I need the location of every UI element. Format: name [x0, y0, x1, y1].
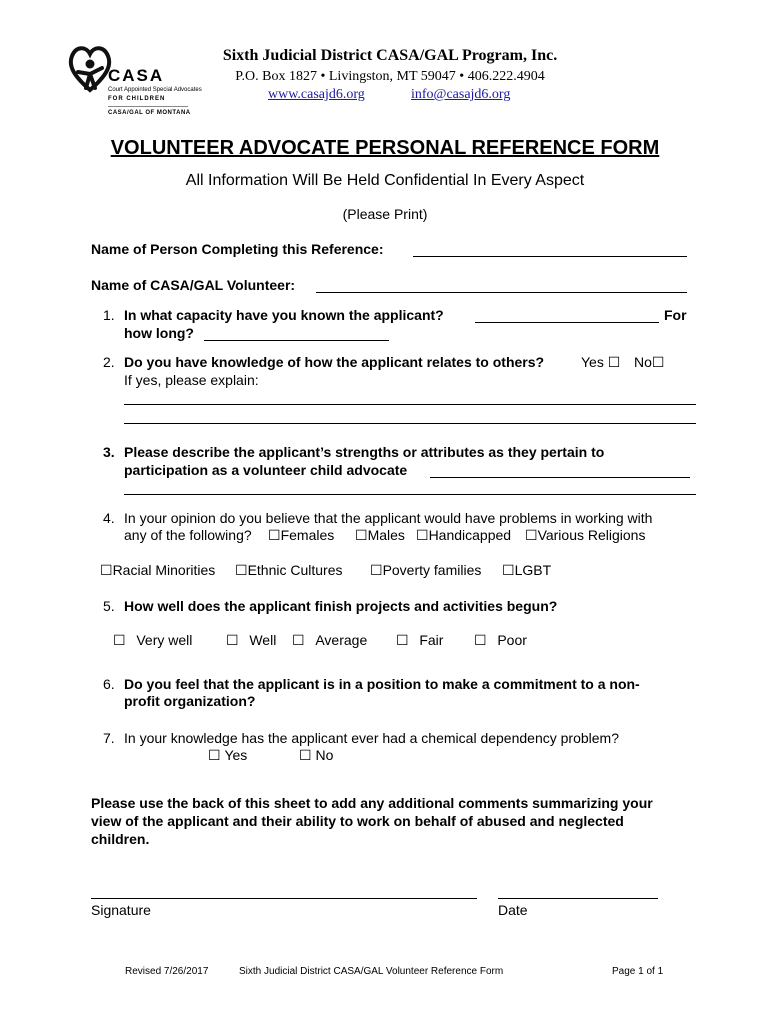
- option-label: Average: [315, 632, 368, 648]
- q2-no-option[interactable]: [634, 354, 664, 371]
- q6-text-line2: profit organization?: [124, 693, 256, 709]
- org-address: P.O. Box 1827 • Livingston, MT 59047 • 406.222.4904: [235, 69, 545, 84]
- q2-yes-label: Yes: [581, 354, 604, 370]
- option-label: Various Religions: [537, 527, 646, 543]
- q5-option-fair[interactable]: [396, 632, 443, 649]
- date-field[interactable]: [498, 898, 658, 899]
- q1-capacity-field[interactable]: [475, 322, 659, 323]
- logo-org: CASA/GAL OF MONTANA: [108, 110, 191, 116]
- q7-yes-option[interactable]: [208, 747, 247, 764]
- checkbox[interactable]: ☐: [268, 527, 281, 543]
- q4-option-lgbt[interactable]: [502, 562, 551, 579]
- person-completing-field[interactable]: [413, 256, 687, 257]
- checkbox[interactable]: ☐: [474, 632, 487, 648]
- q5-number: 5.: [103, 598, 115, 614]
- q4-option-ethnic-cultures[interactable]: [235, 562, 343, 579]
- q7-number: 7.: [103, 730, 115, 746]
- q6-text-line1: Do you feel that the applicant is in a position to make a commitment to a non-: [124, 676, 640, 692]
- logo-casa-text: CASA: [108, 66, 165, 85]
- q2-number: 2.: [103, 354, 115, 370]
- volunteer-name-field[interactable]: [316, 292, 687, 293]
- checkbox[interactable]: ☐: [355, 527, 368, 543]
- q3-text-line2: participation as a volunteer child advocate: [124, 462, 408, 478]
- checkbox[interactable]: ☐: [226, 632, 239, 648]
- website-link[interactable]: www.casajd6.org: [268, 87, 365, 102]
- q4-option-handicapped[interactable]: [416, 527, 511, 544]
- q3-number: 3.: [103, 444, 115, 460]
- casa-logo: [68, 44, 218, 124]
- q5-option-well[interactable]: [226, 632, 276, 649]
- logo-for-children: FOR CHILDREN: [108, 96, 166, 102]
- date-label: Date: [498, 902, 528, 918]
- q4-option-females[interactable]: [268, 527, 334, 544]
- checkbox[interactable]: ☐: [416, 527, 429, 543]
- volunteer-name-label: Name of CASA/GAL Volunteer:: [91, 277, 296, 293]
- q2-text: Do you have knowledge of how the applicant relates to others?: [124, 354, 545, 370]
- q4-option-males[interactable]: [355, 527, 405, 544]
- q4-option-poverty-families[interactable]: [370, 562, 481, 579]
- option-label: Poor: [497, 632, 527, 648]
- logo-divider: [108, 106, 188, 107]
- q1-for-label: For: [664, 307, 687, 323]
- q5-text: How well does the applicant finish projects and activities begun?: [124, 598, 558, 614]
- q2-yes-checkbox[interactable]: ☐: [607, 354, 621, 370]
- q2-no-label: No: [634, 354, 652, 370]
- option-label: Fair: [419, 632, 444, 648]
- checkbox[interactable]: ☐: [370, 562, 383, 578]
- q5-option-poor[interactable]: [474, 632, 527, 649]
- q2-no-checkbox[interactable]: ☐: [651, 354, 665, 370]
- checkbox[interactable]: ☐: [235, 562, 248, 578]
- please-print: (Please Print): [342, 206, 428, 222]
- q4-option-various-religions[interactable]: [525, 527, 645, 544]
- checkbox[interactable]: ☐: [292, 632, 305, 648]
- option-label: No: [315, 747, 334, 763]
- option-label: Females: [280, 527, 335, 543]
- q3-answer-line-2[interactable]: [124, 494, 696, 495]
- person-completing-label: Name of Person Completing this Reference:: [91, 241, 384, 257]
- q7-no-option[interactable]: [299, 747, 333, 764]
- q2-explain-line-1[interactable]: [124, 404, 696, 405]
- q3-text-line1: Please describe the applicant’s strengths or attributes as they pertain to: [124, 444, 605, 460]
- checkbox[interactable]: ☐: [396, 632, 409, 648]
- q2-yes-option[interactable]: [581, 354, 620, 371]
- q3-answer-line-1[interactable]: [430, 477, 690, 478]
- option-label: Males: [367, 527, 405, 543]
- option-label: LGBT: [514, 562, 552, 578]
- closing-text-line1: Please use the back of this sheet to add any additional comments summarizing your: [91, 795, 653, 811]
- checkbox[interactable]: ☐: [502, 562, 515, 578]
- checkbox[interactable]: ☐: [208, 747, 221, 763]
- q1-number: 1.: [103, 307, 115, 323]
- footer-revised: Revised 7/26/2017: [125, 966, 209, 977]
- option-label: Poverty families: [382, 562, 482, 578]
- closing-text-line2: view of the applicant and their ability to work on behalf of abused and neglected: [91, 813, 624, 829]
- closing-text-line3: children.: [91, 831, 150, 847]
- signature-field[interactable]: [91, 898, 477, 899]
- q4-option-racial-minorities[interactable]: [100, 562, 215, 579]
- form-subtitle: All Information Will Be Held Confidential In Every Aspect: [185, 172, 585, 189]
- checkbox[interactable]: ☐: [100, 562, 113, 578]
- q7-text: In your knowledge has the applicant ever had a chemical dependency problem?: [124, 730, 619, 746]
- signature-label: Signature: [91, 902, 151, 918]
- option-label: Very well: [136, 632, 193, 648]
- email-link[interactable]: info@casajd6.org: [411, 87, 511, 102]
- footer-page-number: Page 1 of 1: [612, 966, 664, 977]
- heart-child-icon: [68, 44, 112, 94]
- q2-explain-line-2[interactable]: [124, 423, 696, 424]
- q4-text-line2: any of the following?: [124, 527, 252, 543]
- form-title: VOLUNTEER ADVOCATE PERSONAL REFERENCE FORM: [110, 137, 660, 159]
- q4-number: 4.: [103, 510, 115, 526]
- option-label: Handicapped: [428, 527, 512, 543]
- checkbox[interactable]: ☐: [299, 747, 312, 763]
- q5-option-very-well[interactable]: [113, 632, 192, 649]
- q1-text: In what capacity have you known the applicant?: [124, 307, 444, 323]
- q4-text-line1: In your opinion do you believe that the applicant would have problems in working with: [124, 510, 653, 526]
- q5-option-average[interactable]: [292, 632, 367, 649]
- checkbox[interactable]: ☐: [525, 527, 538, 543]
- option-label: Yes: [224, 747, 248, 763]
- q1-how-long-label: how long?: [124, 325, 194, 341]
- q6-number: 6.: [103, 676, 115, 692]
- footer-form-name: Sixth Judicial District CASA/GAL Volunteer Reference Form: [239, 966, 504, 977]
- option-label: Well: [249, 632, 277, 648]
- q1-how-long-field[interactable]: [204, 340, 389, 341]
- checkbox[interactable]: ☐: [113, 632, 126, 648]
- option-label: Ethnic Cultures: [247, 562, 343, 578]
- option-label: Racial Minorities: [112, 562, 216, 578]
- org-name: Sixth Judicial District CASA/GAL Program, Inc.: [222, 47, 558, 64]
- q2-explain-label: If yes, please explain:: [124, 372, 259, 388]
- logo-tagline: Court Appointed Special Advocates: [108, 87, 202, 93]
